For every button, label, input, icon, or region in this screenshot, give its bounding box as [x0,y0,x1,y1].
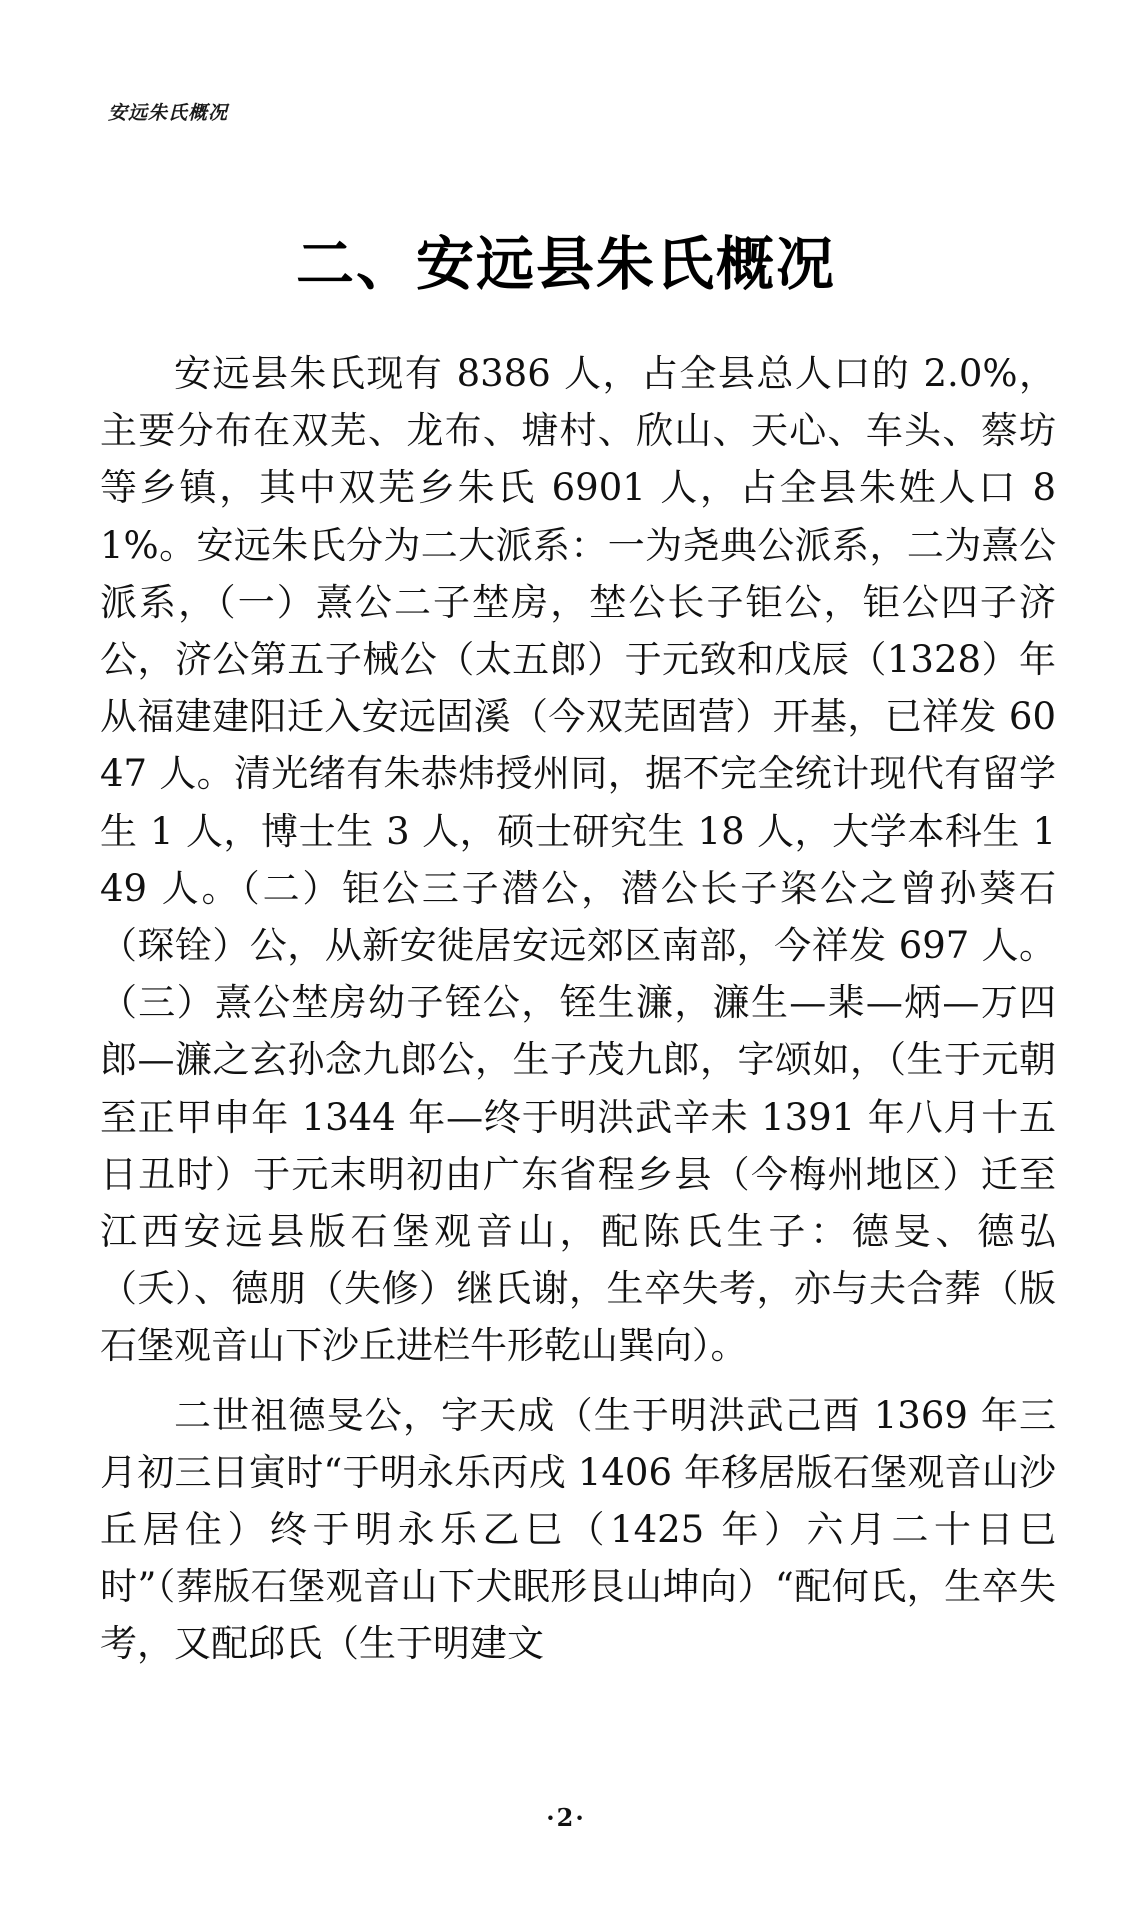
page-title: 二、安远县朱氏概况 [295,229,836,298]
paragraph-1: 安远县朱氏现有 8386 人，占全县总人口的 2.0%，主要分布在双芜、龙布、塘村、欣山、天心、车头、蔡坊等乡镇，其中双芜乡朱氏 6901 人，占全县朱姓人口 81%。安远朱氏分为二大派系：一为尧典公派系，二为熹公派系，（一）熹公二子埜房，埜公长子钜公，钜公四子济公，济公第五子械公（太五郎）于元致和戊辰（1328）年从福建建阳迁入安远固溪（今双芜固营）开基，已祥发 6047 人。清光绪有朱恭炜授州同，据不完全统计现代有留学生 1 人，博士生 3 人，硕士研究生 18 人，大学本科生 149 人。（二）钜公三子潜公，潜公长子栥公之曾孙葵石（琛铨）公，从新安徙居安远郊区南部，今祥发 697 人。（三）熹公埜房幼子铚公，铚生濂，濂生—棐—炳—万四郎—濂之玄孙念九郎公，生子茂九郎，字颂如，（生于元朝至正甲申年 1344 年—终于明洪武辛未 1391 年八月十五日丑时）于元末明初由广东省程乡县（今梅州地区）迁至江西安远县版石堡观音山，配陈氏生子：德旻、德弘（夭）、德朋（失修）继氏谢，生卒失考，亦与夫合葬（版石堡观音山下沙丘进栏牛形乾山巽向）。 [100,352,1056,1368]
running-header: 安远朱氏概况 [108,102,229,124]
page-number: ·2· [546,1803,586,1832]
paragraph-2: 二世祖德旻公，字天成（生于明洪武己酉 1369 年三月初三日寅时“于明永乐丙戌 1406 年移居版石堡观音山沙丘居住）终于明永乐乙巳（1425 年）六月二十日巳时”（葬版石堡观音山下犬眠形艮山坤向）“配何氏，生卒失考，又配邱氏（生于明建文 [100,1393,1056,1666]
body-text [100,345,1056,1673]
